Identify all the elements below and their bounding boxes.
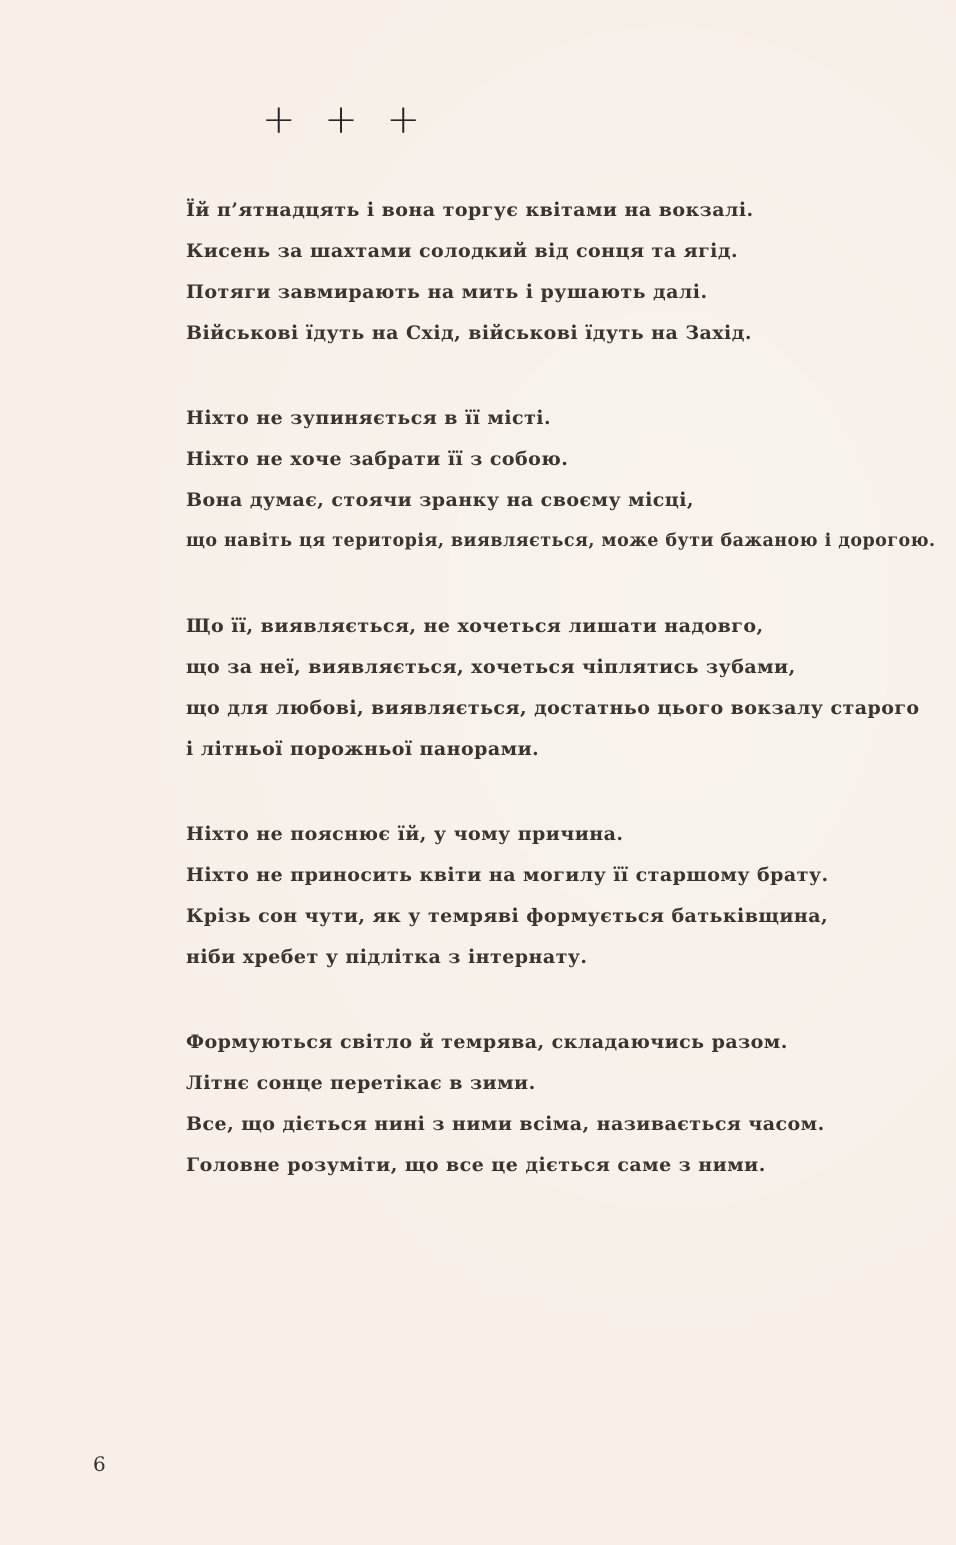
poem-line: Ніхто не пояснює їй, у чому причина. (186, 823, 624, 845)
poem-line: ніби хребет у підлітка з інтернату. (186, 946, 588, 968)
poem-line: Їй п’ятнадцять і вона торгує квітами на вокзалі. (186, 199, 754, 221)
poem (186, 190, 946, 1230)
poem-line: Потяги завмирають на мить і рушають далі. (186, 281, 708, 303)
poem-line: Формуються світло й темрява, складаючись разом. (186, 1031, 788, 1053)
poem-line: Крізь сон чути, як у темряві формується батьківщина, (186, 905, 829, 927)
poem-line: Кисень за шахтами солодкий від сонця та ягід. (186, 240, 739, 262)
stanza-3 (186, 606, 946, 770)
poem-line: що за неї, виявляється, хочеться чіплятись зубами, (186, 656, 796, 678)
poem-line: Військові їдуть на Схід, військові їдуть на Захід. (186, 322, 752, 344)
poem-line: Ніхто не приносить квіти на могилу її старшому брату. (186, 864, 829, 886)
poem-line: і літньої порожньої панорами. (186, 738, 540, 760)
poem-line: Вона думає, стоячи зранку на своєму місці, (186, 489, 694, 511)
page-number: 6 (93, 1452, 106, 1476)
poem-line: Що її, виявляється, не хочеться лишати надовго, (186, 615, 764, 637)
poem-line: Літнє сонце перетікає в зими. (186, 1072, 536, 1094)
poem-line: Все, що діється нині з ними всіма, називається часом. (186, 1113, 825, 1135)
poem-line: що навіть ця територія, виявляється, може бути бажаною і дорогою. (186, 531, 936, 551)
stanza-4 (186, 814, 946, 978)
poem-line: Ніхто не хоче забрати її з собою. (186, 448, 569, 470)
poem-line: Головне розуміти, що все це діється саме з ними. (186, 1154, 766, 1176)
stanza-2 (186, 398, 946, 562)
stanza-1 (186, 190, 946, 354)
poem-line: що для любові, виявляється, достатньо цього вокзалу старого (186, 697, 920, 719)
poem-line: Ніхто не зупиняється в її місті. (186, 407, 552, 429)
stanza-5 (186, 1022, 946, 1186)
section-ornament: + + + (262, 97, 428, 143)
